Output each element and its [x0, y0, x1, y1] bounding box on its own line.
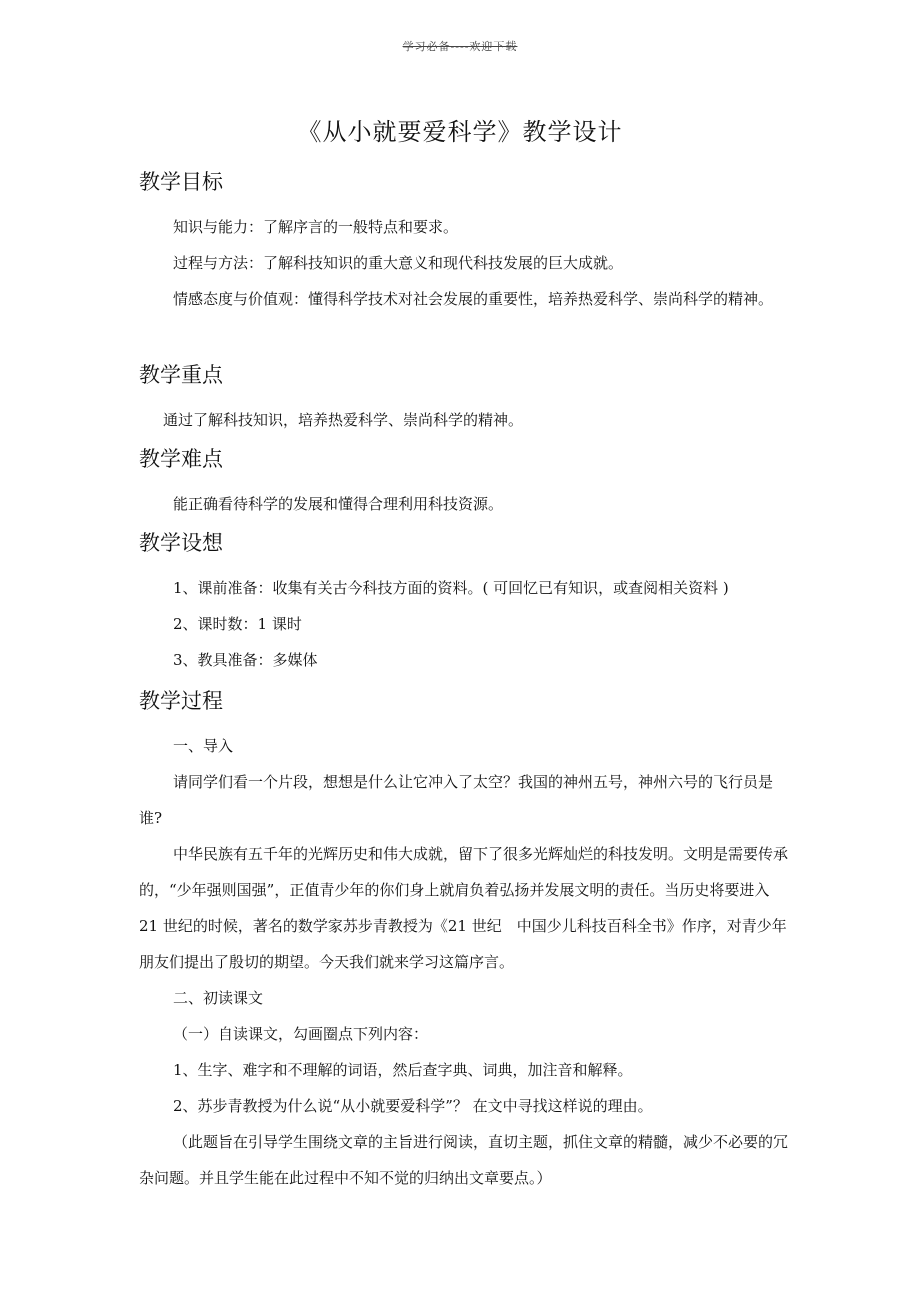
process-intro-text: 中华民族有五千年的光辉历史和伟大成就，留下了很多光辉灿烂的科技发明。文明是需要传承的，“少年强则国强”，正值青少年的你们身上就肩负着弘扬并发展文明的责任。当历史将要进入 21 世纪的时候，著名的数学家苏步青教授为《21 世纪 中国少儿科技百科全书》作序，对青少年朋友们提出了殷切的期望。今天我们就来学习这篇序言。	[139, 845, 789, 971]
document-title: 《从小就要爱科学》教学设计	[297, 118, 623, 146]
goals-emotion: 情感态度与价值观：懂得科学技术对社会发展的重要性，培养热爱科学、崇尚科学的精神。	[173, 290, 774, 308]
heading-difficulty: 教学难点	[139, 447, 223, 471]
heading-plan: 教学设想	[139, 531, 223, 555]
focus-text: 通过了解科技知识，培养热爱科学、崇尚科学的精神。	[163, 411, 524, 429]
process-section-intro: 一、导入	[173, 737, 234, 755]
process-item-2: 2、苏步青教授为什么说“从小就要爱科学”？ 在文中寻找这样说的理由。	[173, 1097, 653, 1115]
difficulty-text: 能正确看待科学的发展和懂得合理利用科技资源。	[173, 495, 504, 513]
heading-goals: 教学目标	[139, 170, 223, 194]
goals-method: 过程与方法：了解科技知识的重大意义和现代科技发展的巨大成就。	[173, 254, 624, 272]
heading-process: 教学过程	[139, 689, 223, 713]
header-text: 学习必备----欢迎下载	[402, 40, 518, 53]
goals-knowledge: 知识与能力：了解序言的一般特点和要求。	[173, 218, 459, 236]
plan-hours: 2、课时数：1 课时	[173, 615, 302, 633]
plan-preparation: 1、课前准备：收集有关古今科技方面的资料。( 可回忆已有知识，或查阅相关资料 )	[173, 579, 729, 597]
process-note: （此题旨在引导学生围绕文章的主旨进行阅读，直切主题，抓住文章的精髓，减少不必要的冗杂问题。并且学生能在此过程中不知不觉的归纳出文章要点。）	[139, 1133, 789, 1187]
process-intro-question: 请同学们看一个片段，想想是什么让它冲入了太空？我国的神州五号，神州六号的飞行员是谁?	[139, 773, 774, 827]
process-section-reading: 二、初读课文	[173, 989, 264, 1007]
process-self-reading: （一）自读课文，勾画圈点下列内容：	[173, 1025, 429, 1043]
heading-focus: 教学重点	[139, 363, 223, 387]
page-header	[0, 38, 920, 54]
plan-tools: 3、教具准备：多媒体	[173, 651, 318, 669]
process-item-1: 1、生字、难字和不理解的词语，然后查字典、词典，加注音和解释。	[173, 1061, 633, 1079]
